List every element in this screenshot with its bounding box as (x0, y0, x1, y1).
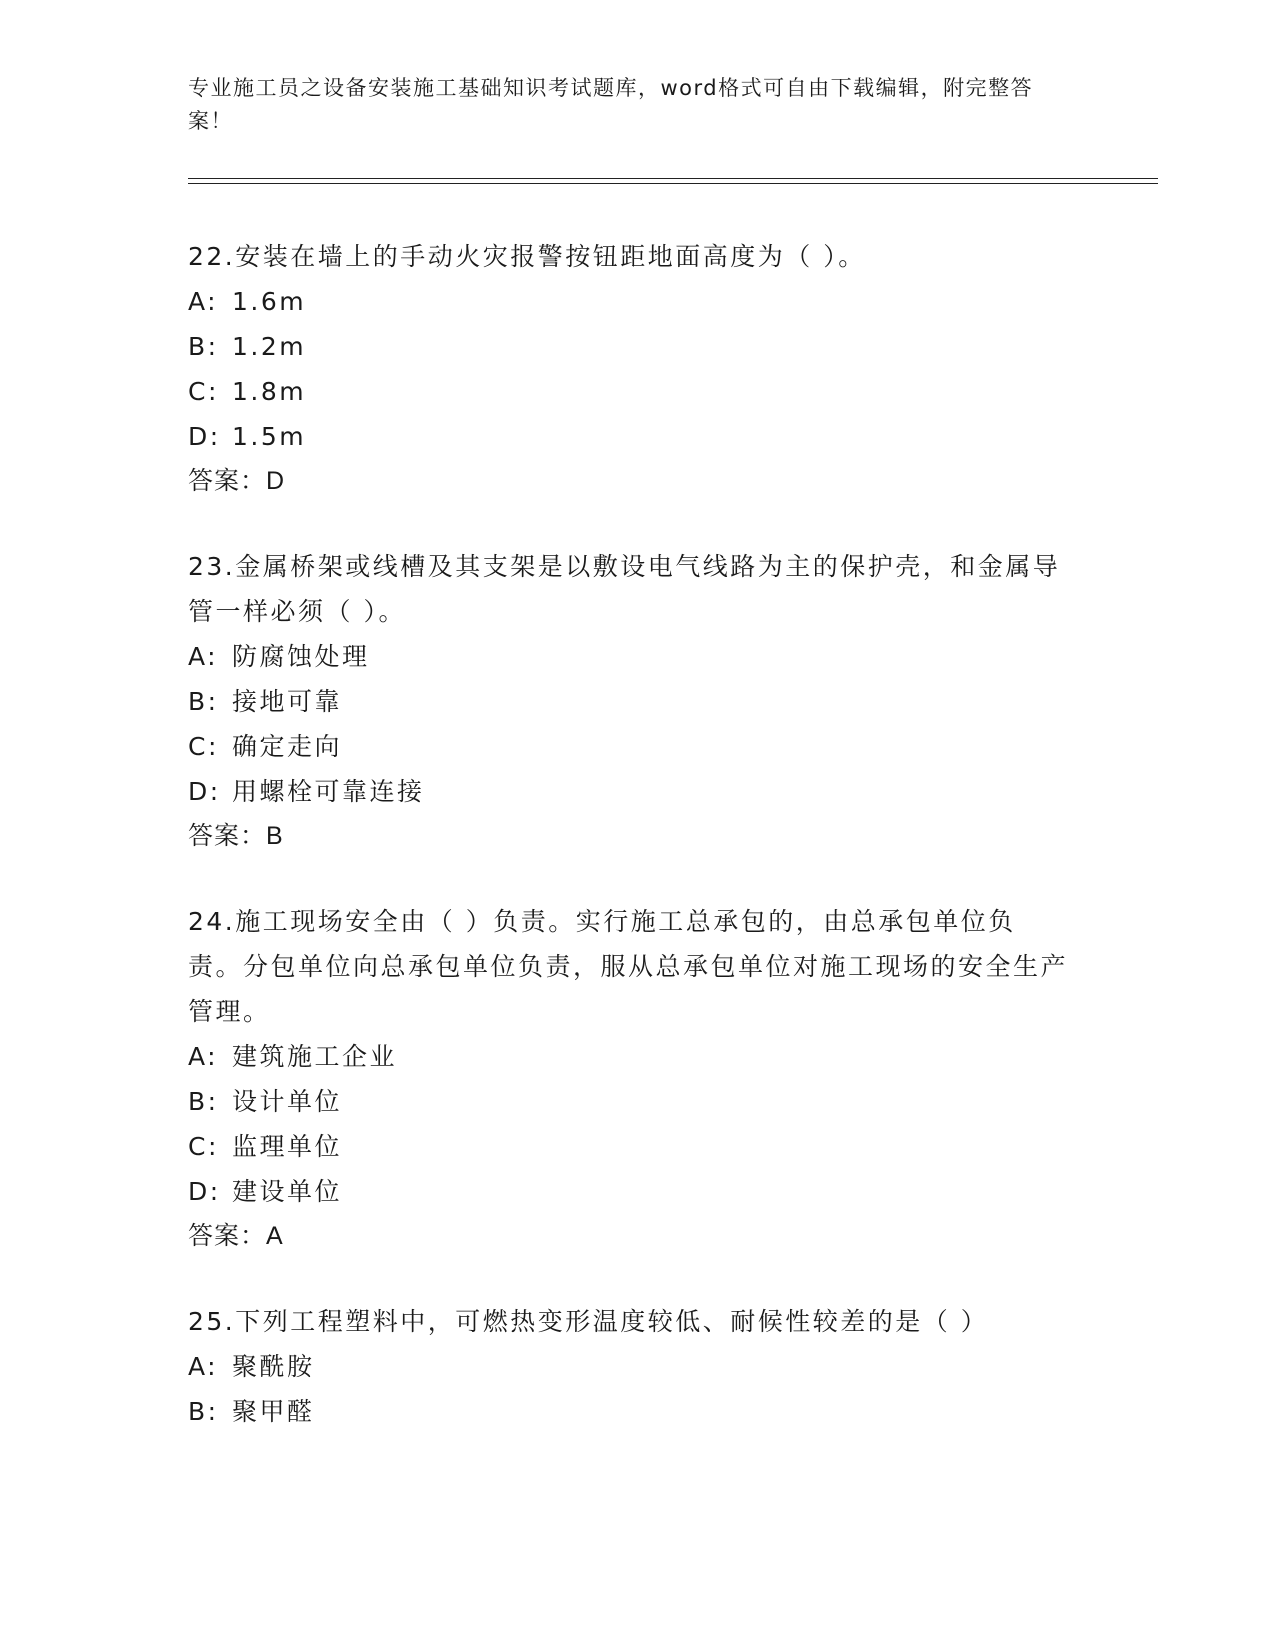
option-a (188, 279, 1068, 324)
option-letter: B: (188, 1087, 219, 1116)
question-list (188, 234, 1068, 1474)
option-letter: A: (188, 642, 219, 671)
option-a (188, 1344, 1068, 1389)
question-text: 25.下列工程塑料中，可燃热变形温度较低、耐候性较差的是（ ） (188, 1307, 989, 1336)
question-text: 22.安装在墙上的手动火灾报警按钮距地面高度为（ ）。 (188, 242, 866, 271)
option-c (188, 369, 1068, 414)
header-divider-bottom (188, 183, 1158, 184)
question-22 (188, 234, 1068, 504)
question-25 (188, 1299, 1068, 1434)
question-text: 23.金属桥架或线槽及其支架是以敷设电气线路为主的保护壳，和金属导管一样必须（ ）。 (188, 552, 1061, 626)
option-letter: D: (188, 1177, 221, 1206)
option-letter: A: (188, 1352, 219, 1381)
option-text: 设计单位 (232, 1087, 343, 1116)
option-text: 1.8m (232, 377, 307, 406)
option-text: 建设单位 (232, 1177, 343, 1206)
option-text: 1.5m (232, 422, 307, 451)
option-letter: B: (188, 1397, 219, 1426)
option-letter: C: (188, 377, 219, 406)
header-divider-top (188, 178, 1158, 179)
option-letter: A: (188, 1042, 219, 1071)
option-text: 聚甲醛 (232, 1397, 315, 1426)
option-text: 确定走向 (232, 732, 343, 761)
option-letter: B: (188, 332, 219, 361)
option-text: 监理单位 (232, 1132, 343, 1161)
question-text: 24.施工现场安全由（ ）负责。实行施工总承包的，由总承包单位负责。分包单位向总承包单位负责，服从总承包单位对施工现场的安全生产管理。 (188, 907, 1069, 1026)
option-d (188, 769, 1068, 814)
answer: 答案：D (188, 467, 286, 495)
option-text: 聚酰胺 (232, 1352, 315, 1381)
option-text: 1.2m (232, 332, 307, 361)
option-a (188, 634, 1068, 679)
option-letter: A: (188, 287, 219, 316)
answer: 答案：A (188, 1222, 284, 1250)
option-b (188, 679, 1068, 724)
option-letter: B: (188, 687, 219, 716)
option-text: 防腐蚀处理 (232, 642, 370, 671)
answer: 答案：B (188, 822, 284, 850)
option-d (188, 1169, 1068, 1214)
option-d (188, 414, 1068, 459)
option-c (188, 724, 1068, 769)
option-text: 1.6m (232, 287, 307, 316)
option-text: 接地可靠 (232, 687, 343, 716)
option-text: 用螺栓可靠连接 (232, 777, 425, 806)
option-letter: C: (188, 732, 219, 761)
option-b (188, 1389, 1068, 1434)
option-text: 建筑施工企业 (232, 1042, 398, 1071)
option-a (188, 1034, 1068, 1079)
option-letter: D: (188, 777, 221, 806)
option-letter: D: (188, 422, 221, 451)
question-24 (188, 899, 1068, 1259)
option-b (188, 324, 1068, 369)
option-b (188, 1079, 1068, 1124)
option-c (188, 1124, 1068, 1169)
question-23 (188, 544, 1068, 859)
document-header: 专业施工员之设备安装施工基础知识考试题库，word格式可自由下载编辑，附完整答案！ (188, 76, 1034, 133)
option-letter: C: (188, 1132, 219, 1161)
